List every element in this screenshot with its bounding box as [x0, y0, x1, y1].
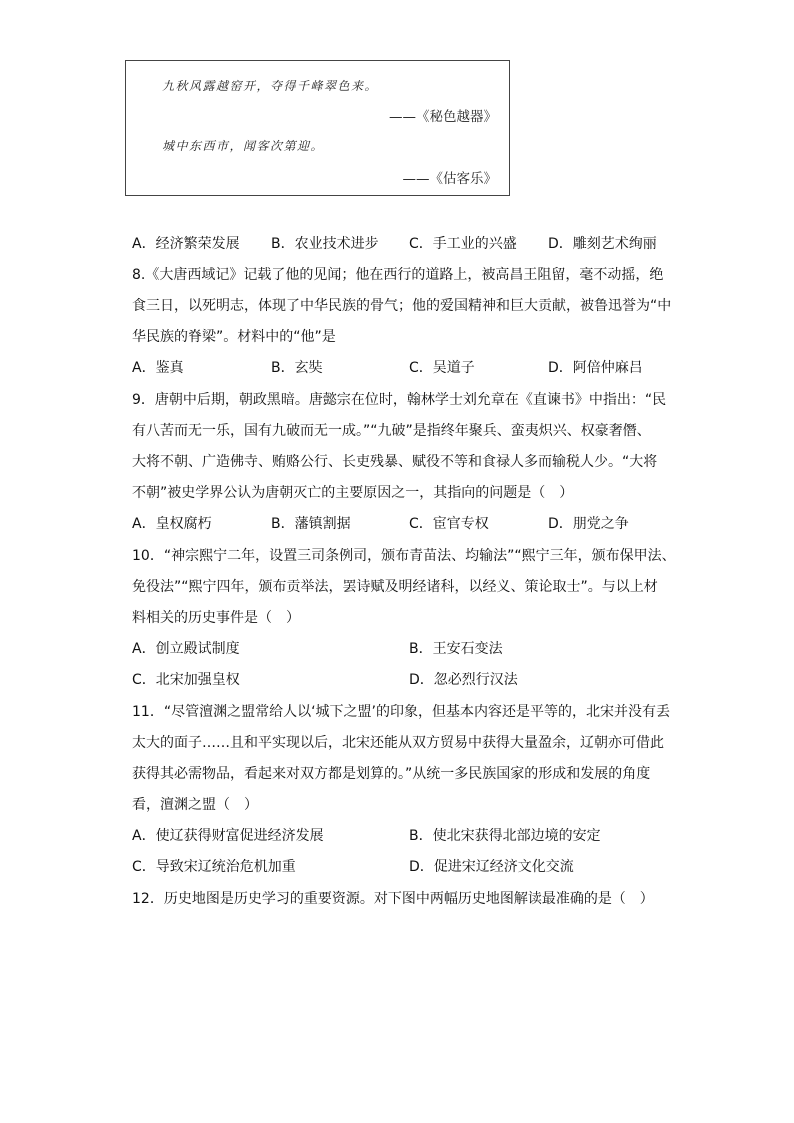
- quote-box: [125, 60, 510, 196]
- q8-option-c: C．吴道子: [409, 360, 475, 376]
- q11-option-d: D．促进宋辽经济文化交流: [409, 859, 574, 875]
- q8-option-a: A．鉴真: [132, 360, 184, 376]
- q8-stem-line-1: 8.《大唐西域记》记载了他的见闻；他在西行的道路上，被高昌王阻留，毫不动摇，绝: [132, 267, 664, 283]
- poem-line-2: 城中东西市，闻客次第迎。: [162, 139, 325, 153]
- q7-option-d: D．雕刻艺术绚丽: [548, 236, 657, 252]
- q11-option-c: C．导致宋辽统治危机加重: [132, 859, 296, 875]
- q11-option-a: A．使辽获得财富促进经济发展: [132, 828, 324, 844]
- q7-option-c: C．手工业的兴盛: [409, 236, 517, 252]
- q9-option-b: B．藩镇割据: [271, 516, 351, 532]
- q10-stem-line-1: 10．“神宗熙宁二年，设置三司条例司，颁布青苗法、均输法”“熙宁三年，颁布保甲法、: [132, 548, 676, 564]
- q10-stem-line-2: 免役法”“熙宁四年，颁布贡举法，罢诗赋及明经诸科，以经义、策论取士”。与以上材: [132, 579, 658, 595]
- q9-stem-line-1: 9．唐朝中后期，朝政黑暗。唐懿宗在位时，翰林学士刘允章在《直谏书》中指出：“民: [132, 392, 667, 408]
- q11-stem-line-1: 11．“尽管澶渊之盟常给人以‘城下之盟’的印象，但基本内容还是平等的，北宋并没有丢: [132, 704, 670, 720]
- q10-stem-line-3: 料相关的历史事件是（ ）: [132, 610, 300, 626]
- poem-source-1: ——《秘色越器》: [389, 109, 497, 125]
- poem-line-1: 九秋风露越窑开，夺得千峰翠色来。: [162, 79, 379, 93]
- q9-option-c: C．宦官专权: [409, 516, 489, 532]
- q12-stem-line-1: 12．历史地图是历史学习的重要资源。对下图中两幅历史地图解读最准确的是（ ）: [132, 891, 654, 907]
- q9-option-d: D．朋党之争: [548, 516, 629, 532]
- q11-stem-line-3: 获得其必需物品，看起来对双方都是划算的。”从统一多民族国家的形成和发展的角度: [132, 766, 651, 782]
- q8-option-d: D．阿倍仲麻吕: [548, 360, 643, 376]
- q11-stem-line-4: 看，澶渊之盟（ ）: [132, 797, 258, 813]
- q7-option-b: B．农业技术进步: [271, 236, 379, 252]
- q9-stem-line-2: 有八苦而无一乐，国有九破而无一成。”“九破”是指终年聚兵、蛮夷炽兴、权豪奢僭、: [132, 423, 651, 439]
- q9-option-a: A．皇权腐朽: [132, 516, 212, 532]
- q8-option-b: B．玄奘: [271, 360, 323, 376]
- q8-stem-line-3: 华民族的脊梁”。材料中的“他”是: [132, 329, 336, 345]
- q7-option-a: A．经济繁荣发展: [132, 236, 240, 252]
- q9-stem-line-4: 不朝”被史学界公认为唐朝灭亡的主要原因之一，其指向的问题是（ ）: [132, 485, 574, 501]
- q10-option-d: D．忽必烈行汉法: [409, 672, 518, 688]
- q8-stem-line-2: 食三日，以死明志，体现了中华民族的骨气；他的爱国精神和巨大贡献，被鲁迅誉为“中: [132, 298, 672, 314]
- q10-option-c: C．北宋加强皇权: [132, 672, 240, 688]
- q11-option-b: B．使北宋获得北部边境的安定: [409, 828, 601, 844]
- q10-option-b: B．王安石变法: [409, 641, 503, 657]
- q9-stem-line-3: 大将不朝、广造佛寺、贿赂公行、长吏残暴、赋役不等和食禄人多而输税人少。“大将: [132, 454, 658, 470]
- poem-source-2: ——《估客乐》: [402, 171, 497, 187]
- q10-option-a: A．创立殿试制度: [132, 641, 240, 657]
- q11-stem-line-2: 太大的面子……且和平实现以后，北宋还能从双方贸易中获得大量盈余，辽朝亦可借此: [132, 735, 664, 751]
